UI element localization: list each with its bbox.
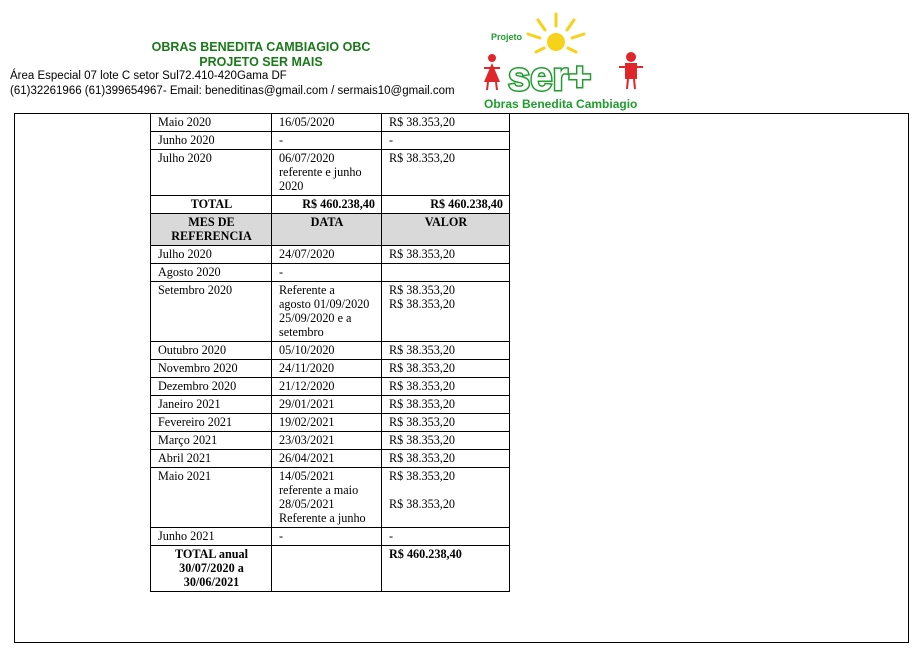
month-cell: Junho 2020 <box>151 132 272 150</box>
table-row <box>151 450 510 468</box>
table-row <box>151 246 510 264</box>
value-cell <box>382 264 510 282</box>
month-cell: Fevereiro 2021 <box>151 414 272 432</box>
annual-total-value-cell: R$ 460.238,40 <box>382 546 510 592</box>
value-cell-line <box>389 265 503 279</box>
date-cell-line: 28/05/2021 <box>279 497 335 511</box>
logo-projeto-text: Projeto <box>491 32 523 42</box>
value-cell-line: R$ 38.353,20 <box>389 343 456 357</box>
date-cell-line: - <box>279 133 284 147</box>
date-cell-line: referente a maio <box>279 483 359 497</box>
date-cell-line: 21/12/2020 <box>279 379 335 393</box>
value-cell-line: - <box>389 529 394 543</box>
value-cell-line: R$ 38.353,20 <box>389 151 456 165</box>
payments-table <box>150 113 510 592</box>
date-cell-line: referente e junho <box>279 165 362 179</box>
sun-icon <box>528 14 584 52</box>
date-cell-line: setembro <box>279 325 324 339</box>
date-cell-line: 2020 <box>279 179 304 193</box>
value-cell <box>382 378 510 396</box>
month-cell: Julho 2020 <box>151 150 272 196</box>
date-cell <box>272 264 382 282</box>
value-cell <box>382 360 510 378</box>
date-cell <box>272 360 382 378</box>
value-cell-line <box>389 483 503 497</box>
date-cell <box>272 414 382 432</box>
contact-line: (61)32261966 (61)399654967- Email: beneditinas@gmail.com / sermais10@gmail.com <box>10 85 455 97</box>
project-name: PROJETO SER MAIS <box>199 55 323 69</box>
date-cell-line: 23/03/2021 <box>279 433 335 447</box>
date-cell <box>272 114 382 132</box>
total-label-cell: TOTAL <box>151 196 272 214</box>
annual-total-label-cell-line: 30/06/2021 <box>183 575 240 589</box>
annual-total-date-cell <box>272 546 382 592</box>
month-cell: Março 2021 <box>151 432 272 450</box>
column-header-row <box>151 214 510 246</box>
value-cell <box>382 114 510 132</box>
table-row <box>151 114 510 132</box>
table-row <box>151 432 510 450</box>
date-cell-line: 26/04/2021 <box>279 451 335 465</box>
table-row <box>151 132 510 150</box>
date-cell <box>272 246 382 264</box>
date-cell-line: 24/07/2020 <box>279 247 335 261</box>
table-row <box>151 396 510 414</box>
date-cell-line: 25/09/2020 e a <box>279 311 352 325</box>
value-cell-line: R$ 38.353,20 <box>389 469 456 483</box>
table-row <box>151 264 510 282</box>
column-header: VALOR <box>382 214 510 246</box>
date-cell-line: Referente a <box>279 283 335 297</box>
month-cell: Junho 2021 <box>151 528 272 546</box>
month-cell: Novembro 2020 <box>151 360 272 378</box>
date-cell <box>272 432 382 450</box>
table-row <box>151 468 510 528</box>
month-cell: Dezembro 2020 <box>151 378 272 396</box>
total-date-cell: R$ 460.238,40 <box>272 196 382 214</box>
month-cell: Outubro 2020 <box>151 342 272 360</box>
child-figure-left-icon <box>484 54 500 90</box>
date-cell-line: 19/02/2021 <box>279 415 335 429</box>
table-row <box>151 150 510 196</box>
table-row <box>151 282 510 342</box>
month-cell: Maio 2021 <box>151 468 272 528</box>
date-cell-line: agosto 01/09/2020 <box>279 297 370 311</box>
date-cell-line: - <box>279 265 284 279</box>
annual-total-label-cell-line: 30/07/2020 a <box>179 561 244 575</box>
value-cell <box>382 342 510 360</box>
date-cell-line: 24/11/2020 <box>279 361 335 375</box>
value-cell <box>382 396 510 414</box>
value-cell <box>382 282 510 342</box>
value-cell <box>382 414 510 432</box>
date-cell <box>272 378 382 396</box>
date-cell-line: 29/01/2021 <box>279 397 335 411</box>
value-cell <box>382 132 510 150</box>
date-cell <box>272 132 382 150</box>
address-line: Área Especial 07 lote C setor Sul72.410-420Gama DF <box>10 70 287 82</box>
date-cell <box>272 342 382 360</box>
date-cell <box>272 150 382 196</box>
value-cell-line: R$ 38.353,20 <box>389 297 456 311</box>
value-cell <box>382 246 510 264</box>
month-cell: Julho 2020 <box>151 246 272 264</box>
month-cell: Abril 2021 <box>151 450 272 468</box>
total-row <box>151 196 510 214</box>
value-cell-line: R$ 38.353,20 <box>389 361 456 375</box>
table-row <box>151 528 510 546</box>
value-cell <box>382 150 510 196</box>
child-figure-right-icon <box>619 52 643 89</box>
table-row <box>151 414 510 432</box>
value-cell <box>382 468 510 528</box>
table-row <box>151 378 510 396</box>
date-cell-line: Referente a junho <box>279 511 366 525</box>
value-cell-line: R$ 38.353,20 <box>389 415 456 429</box>
annual-total-row <box>151 546 510 592</box>
column-header: DATA <box>272 214 382 246</box>
date-cell <box>272 396 382 414</box>
annual-total-label-cell <box>151 546 272 592</box>
value-cell-line: R$ 38.353,20 <box>389 283 456 297</box>
date-cell-line: 14/05/2021 <box>279 469 335 483</box>
date-cell-line: 16/05/2020 <box>279 115 335 129</box>
date-cell <box>272 282 382 342</box>
date-cell <box>272 450 382 468</box>
date-cell-line: - <box>279 529 284 543</box>
date-cell <box>272 468 382 528</box>
value-cell <box>382 432 510 450</box>
date-cell-line: 05/10/2020 <box>279 343 335 357</box>
logo-subtitle-text: Obras Benedita Cambiagio <box>484 97 638 111</box>
month-cell: Setembro 2020 <box>151 282 272 342</box>
value-cell-line: R$ 38.353,20 <box>389 247 456 261</box>
ser-mais-logo <box>478 10 648 114</box>
logo-brand-text: ser+ <box>508 55 592 99</box>
value-cell-line: R$ 38.353,20 <box>389 397 456 411</box>
value-cell-line: R$ 38.353,20 <box>389 115 456 129</box>
date-cell-line: 06/07/2020 <box>279 151 335 165</box>
org-header <box>147 40 375 70</box>
table-row <box>151 342 510 360</box>
table-row <box>151 360 510 378</box>
value-cell-line: R$ 38.353,20 <box>389 379 456 393</box>
month-cell: Maio 2020 <box>151 114 272 132</box>
value-cell-line: R$ 38.353,20 <box>389 497 456 511</box>
date-cell <box>272 528 382 546</box>
value-cell <box>382 450 510 468</box>
value-cell <box>382 528 510 546</box>
value-cell-line: R$ 38.353,20 <box>389 451 456 465</box>
month-cell: Janeiro 2021 <box>151 396 272 414</box>
org-name: OBRAS BENEDITA CAMBIAGIO OBC <box>151 40 371 54</box>
annual-total-label-cell-line: TOTAL anual <box>174 547 249 561</box>
total-value-cell: R$ 460.238,40 <box>382 196 510 214</box>
month-cell: Agosto 2020 <box>151 264 272 282</box>
column-header: MES DE REFERENCIA <box>151 214 272 246</box>
value-cell-line: R$ 38.353,20 <box>389 433 456 447</box>
value-cell-line: - <box>389 133 394 147</box>
